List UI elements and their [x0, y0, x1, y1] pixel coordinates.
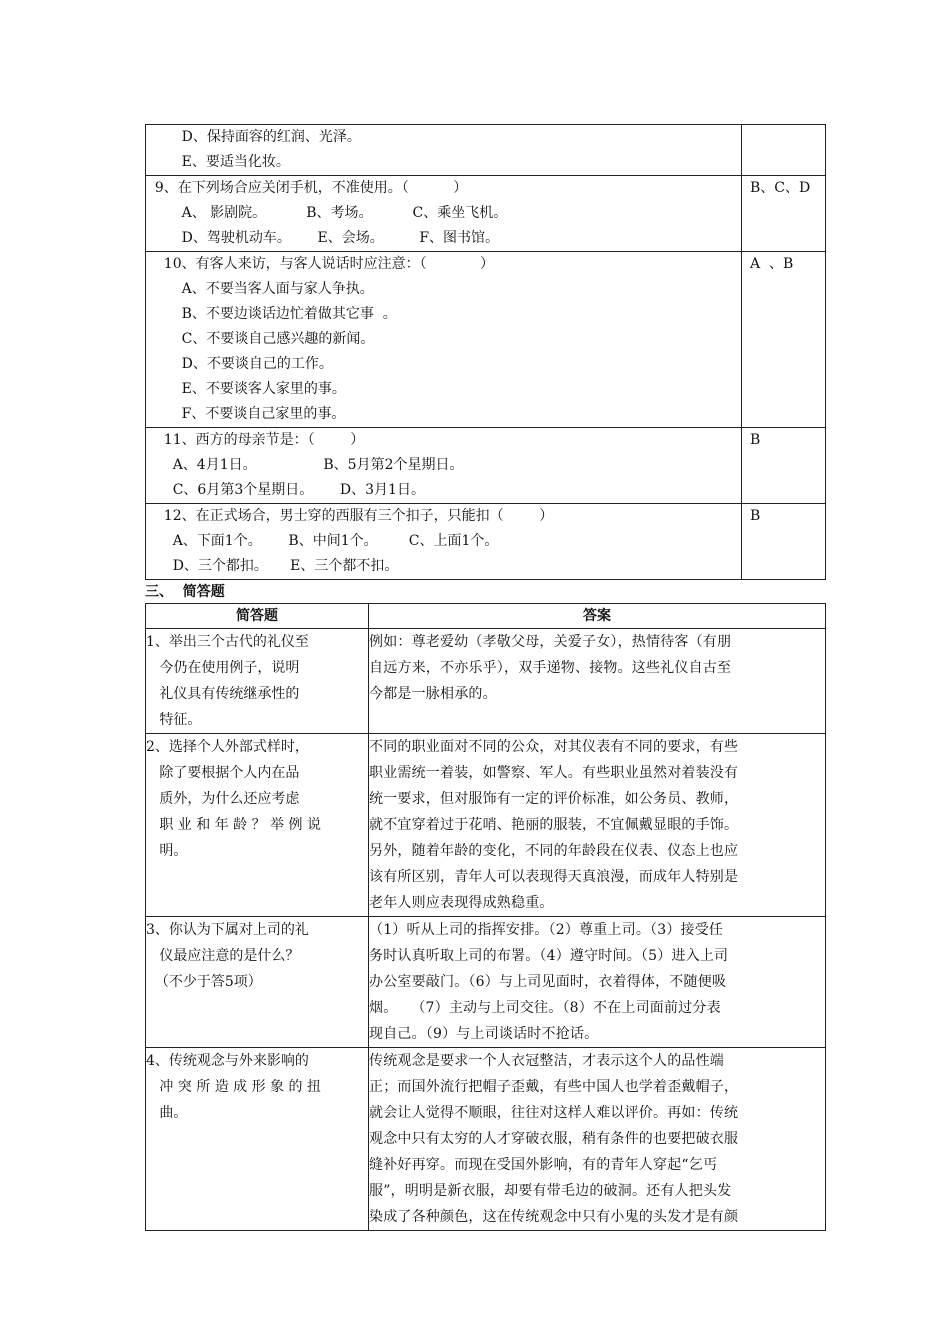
question-line: 仪最应注意的是什么？	[146, 948, 300, 964]
question-cell	[146, 252, 742, 428]
option-line: C、6月第3个星期日。 D、3月1日。	[146, 482, 425, 498]
option-line: C、不要谈自己感兴趣的新闻。	[146, 331, 375, 347]
multiple-choice-table	[145, 124, 826, 580]
question-cell	[146, 1048, 369, 1231]
question-line: 除了要根据个人内在品	[146, 765, 300, 781]
option-line: A、4月1日。 B、5月第2个星期日。	[146, 457, 464, 473]
answer-column-header: 答案	[369, 604, 826, 629]
table-row	[146, 917, 826, 1048]
answer-line: 传统观念是要求一个人衣冠整洁，才表示这个人的品性端	[369, 1053, 724, 1069]
table-row	[146, 176, 826, 252]
question-text: D、保持面容的红润、光泽。	[146, 129, 361, 145]
question-line: 质外，为什么还应考虑	[146, 791, 300, 807]
question-line: 冲 突 所 造 成 形 象 的 扭	[146, 1079, 321, 1095]
answer-line: 服”，明明是新衣服，却要有带毛边的破洞。还有人把头发	[369, 1183, 732, 1199]
option-line: E、不要谈客人家里的事。	[146, 381, 346, 397]
answer-text: B	[750, 432, 761, 448]
question-text: 10、有客人来访，与客人说话时应注意：（ ）	[146, 256, 495, 272]
answer-text	[742, 125, 825, 150]
question-cell	[146, 125, 742, 176]
question-line: 2、选择个人外部式样时，	[146, 739, 309, 755]
answer-cell	[742, 428, 826, 504]
short-answer-table	[145, 603, 826, 1231]
answer-line: 烟。 （7）主动与上司交往。（8）不在上司面前过分表	[369, 1000, 721, 1016]
option-line: F、不要谈自己家里的事。	[146, 406, 346, 422]
answer-text: A 、B	[750, 256, 794, 272]
answer-line: 另外，随着年龄的变化，不同的年龄段在仪表、仪态上也应	[369, 843, 739, 859]
answer-line: 缝补好再穿。而现在受国外影响，有的青年人穿起“乞丐	[369, 1157, 718, 1173]
answer-cell	[742, 125, 826, 176]
table-row	[146, 428, 826, 504]
option-line: A、不要当客人面与家人争执。	[146, 281, 374, 297]
question-cell	[146, 734, 369, 917]
answer-line: 自远方来，不亦乐乎），双手递物、接物。这些礼仪自古至	[369, 660, 732, 676]
answer-line: 该有所区别，青年人可以表现得天真浪漫，而成年人特别是	[369, 869, 739, 885]
answer-line: 办公室要敲门。（6）与上司见面时，衣着得体，不随便吸	[369, 974, 727, 990]
option-line: D、不要谈自己的工作。	[146, 356, 333, 372]
answer-line: 正；而国外流行把帽子歪戴，有些中国人也学着歪戴帽子，	[369, 1079, 739, 1095]
option-line: E、要适当化妆。	[146, 154, 290, 170]
table-header-row	[146, 604, 826, 629]
answer-line: 例如：尊老爱幼（孝敬父母，关爱子女），热情待客（有朋	[369, 634, 732, 650]
question-cell	[146, 629, 369, 734]
option-line: A、下面1个。 B、中间1个。 C、上面1个。	[146, 533, 499, 549]
answer-line: 就不宜穿着过于花哨、艳丽的服装，不宜佩戴显眼的手饰。	[369, 817, 739, 833]
answer-line: 染成了各种颜色，这在传统观念中只有小鬼的头发才是有颜	[369, 1209, 739, 1225]
question-text: 9、在下列场合应关闭手机，不准使用。（ ）	[146, 180, 468, 196]
answer-line: 老年人则应表现得成熟稳重。	[369, 895, 554, 911]
answer-text: B、C、D	[750, 180, 811, 196]
question-line: 1、举出三个古代的礼仪至	[146, 634, 309, 650]
question-cell	[146, 504, 742, 580]
question-line: 礼仪具有传统继承性的	[146, 686, 300, 702]
question-line: 4、传统观念与外来影响的	[146, 1053, 309, 1069]
question-cell	[146, 917, 369, 1048]
option-line: D、三个都扣。 E、三个都不扣。	[146, 558, 399, 574]
question-text: 12、在正式场合，男士穿的西服有三个扣子，只能扣（ ）	[146, 508, 554, 524]
answer-line: 务时认真听取上司的布署。（4）遵守时间。（5）进入上司	[369, 948, 729, 964]
table-row	[146, 252, 826, 428]
answer-text: B	[750, 508, 761, 524]
table-row	[146, 1048, 826, 1231]
table-row	[146, 504, 826, 580]
answer-line: 统一要求，但对服饰有一定的评价标准，如公务员、教师，	[369, 791, 739, 807]
answer-cell	[369, 917, 826, 1048]
option-line: B、不要边谈话边忙着做其它事 。	[146, 306, 397, 322]
table-row	[146, 125, 826, 176]
table-row	[146, 734, 826, 917]
answer-line: （1）听从上司的指挥安排。（2）尊重上司。（3）接受任	[369, 922, 724, 938]
answer-cell	[742, 504, 826, 580]
answer-line: 就会让人觉得不顺眼，往往对这样人难以评价。再如：传统	[369, 1105, 739, 1121]
answer-cell	[369, 1048, 826, 1231]
question-text: 11、西方的母亲节是：（ ）	[146, 432, 365, 448]
answer-line: 现自己。（9）与上司谈话时不抢话。	[369, 1026, 599, 1042]
question-line: 今仍在使用例子，说明	[146, 660, 300, 676]
answer-line: 观念中只有太穷的人才穿破衣服，稍有条件的也要把破衣服	[369, 1131, 739, 1147]
answer-line: 职业需统一着装，如警察、军人。有些职业虽然对着装没有	[369, 765, 739, 781]
question-line: 明。	[146, 843, 188, 859]
question-line: 职 业 和 年 龄 ？ 举 例 说	[146, 817, 321, 833]
answer-line: 今都是一脉相承的。	[369, 686, 497, 702]
table-row	[146, 629, 826, 734]
question-line: （不少于答5项）	[146, 974, 262, 990]
question-cell	[146, 176, 742, 252]
question-line: 3、你认为下属对上司的礼	[146, 922, 309, 938]
answer-cell	[369, 734, 826, 917]
question-line: 曲。	[146, 1105, 188, 1121]
answer-cell	[742, 252, 826, 428]
question-line: 特征。	[146, 712, 202, 728]
question-column-header: 简答题	[146, 604, 369, 629]
answer-line: 不同的职业面对不同的公众，对其仪表有不同的要求，有些	[369, 739, 739, 755]
answer-cell	[369, 629, 826, 734]
option-line: A、 影剧院。 B、考场。 C、乘坐飞机。	[146, 205, 508, 221]
question-cell	[146, 428, 742, 504]
section-heading: 三、 简答题	[145, 584, 225, 600]
answer-cell	[742, 176, 826, 252]
option-line: D、驾驶机动车。 E、会场。 F、图书馆。	[146, 230, 500, 246]
